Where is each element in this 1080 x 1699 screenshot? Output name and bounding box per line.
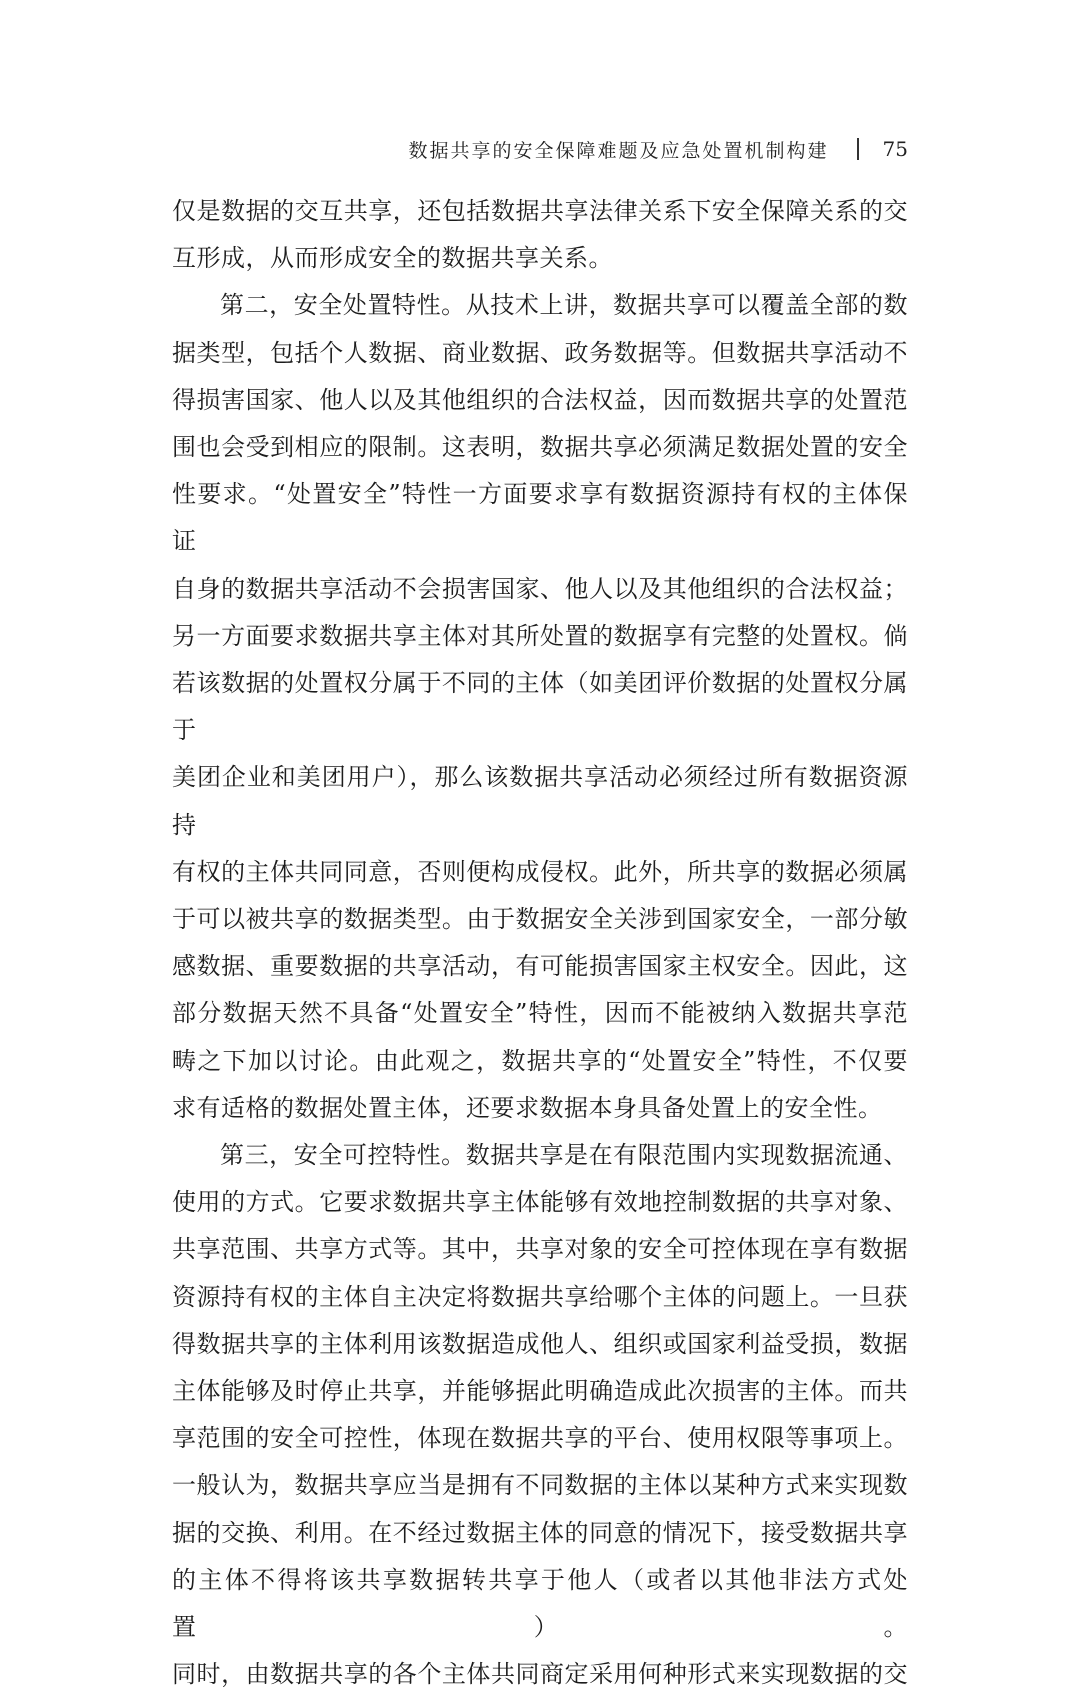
text-line: 于可以被共享的数据类型。由于数据安全关涉到国家安全，一部分敏 bbox=[172, 905, 908, 934]
text-line: 美团企业和美团用户），那么该数据共享活动必须经过所有数据资源持 bbox=[172, 763, 908, 839]
text-line: 资源持有权的主体自主决定将数据共享给哪个主体的问题上。一旦获 bbox=[172, 1282, 908, 1311]
text-line: 第三，安全可控特性。数据共享是在有限范围内实现数据流通、 bbox=[220, 1141, 908, 1170]
header-separator bbox=[857, 138, 859, 160]
text-line: 求有适格的数据处置主体，还要求数据本身具备处置上的安全性。 bbox=[172, 1093, 883, 1122]
text-line: 仅是数据的交互共享，还包括数据共享法律关系下安全保障关系的交 bbox=[172, 197, 908, 225]
running-header bbox=[409, 133, 908, 165]
text-line: 畴之下加以讨论。由此观之，数据共享的“处置安全”特性，不仅要 bbox=[172, 1046, 908, 1075]
body-text bbox=[172, 188, 908, 1699]
text-line: 得数据共享的主体利用该数据造成他人、组织或国家利益受损，数据 bbox=[172, 1329, 908, 1358]
text-line: 使用的方式。它要求数据共享主体能够有效地控制数据的共享对象、 bbox=[172, 1188, 908, 1217]
text-line: 感数据、重要数据的共享活动，有可能损害国家主权安全。因此，这 bbox=[172, 952, 908, 981]
text-line: 据的交换、利用。在不经过数据主体的同意的情况下，接受数据共享 bbox=[172, 1518, 908, 1547]
text-line: 性要求。“处置安全”特性一方面要求享有数据资源持有权的主体保证 bbox=[172, 480, 908, 556]
text-line: 享范围的安全可控性，体现在数据共享的平台、使用权限等事项上。 bbox=[172, 1424, 908, 1453]
text-line: 主体能够及时停止共享，并能够据此明确造成此次损害的主体。而共 bbox=[172, 1377, 908, 1406]
text-line: 共享范围、共享方式等。其中，共享对象的安全可控体现在享有数据 bbox=[172, 1235, 908, 1264]
text-line: 一般认为，数据共享应当是拥有不同数据的主体以某种方式来实现数 bbox=[172, 1471, 908, 1500]
text-line: 自身的数据共享活动不会损害国家、他人以及其他组织的合法权益； bbox=[172, 574, 908, 603]
text-line: 互形成，从而形成安全的数据共享关系。 bbox=[172, 244, 613, 273]
text-line: 同时，由数据共享的各个主体共同商定采用何种形式来实现数据的交 bbox=[172, 1660, 908, 1689]
text-line: 有权的主体共同同意，否则便构成侵权。此外，所共享的数据必须属 bbox=[172, 857, 908, 886]
text-line: 部分数据天然不具备“处置安全”特性，因而不能被纳入数据共享范 bbox=[172, 999, 908, 1028]
page-number: 75 bbox=[882, 137, 908, 161]
running-header-title: 数据共享的安全保障难题及应急处置机制构建 bbox=[408, 139, 829, 162]
text-line: 第二，安全处置特性。从技术上讲，数据共享可以覆盖全部的数 bbox=[220, 291, 908, 320]
text-line: 的主体不得将该共享数据转共享于他人（或者以其他非法方式处置）。 bbox=[172, 1565, 908, 1642]
text-line: 若该数据的处置权分属于不同的主体（如美团评价数据的处置权分属于 bbox=[172, 669, 908, 745]
text-line: 另一方面要求数据共享主体对其所处置的数据享有完整的处置权。倘 bbox=[172, 621, 908, 650]
text-line: 围也会受到相应的限制。这表明，数据共享必须满足数据处置的安全 bbox=[172, 433, 908, 462]
text-line: 据类型，包括个人数据、商业数据、政务数据等。但数据共享活动不 bbox=[172, 338, 908, 367]
text-line: 得损害国家、他人以及其他组织的合法权益，因而数据共享的处置范 bbox=[172, 385, 908, 414]
